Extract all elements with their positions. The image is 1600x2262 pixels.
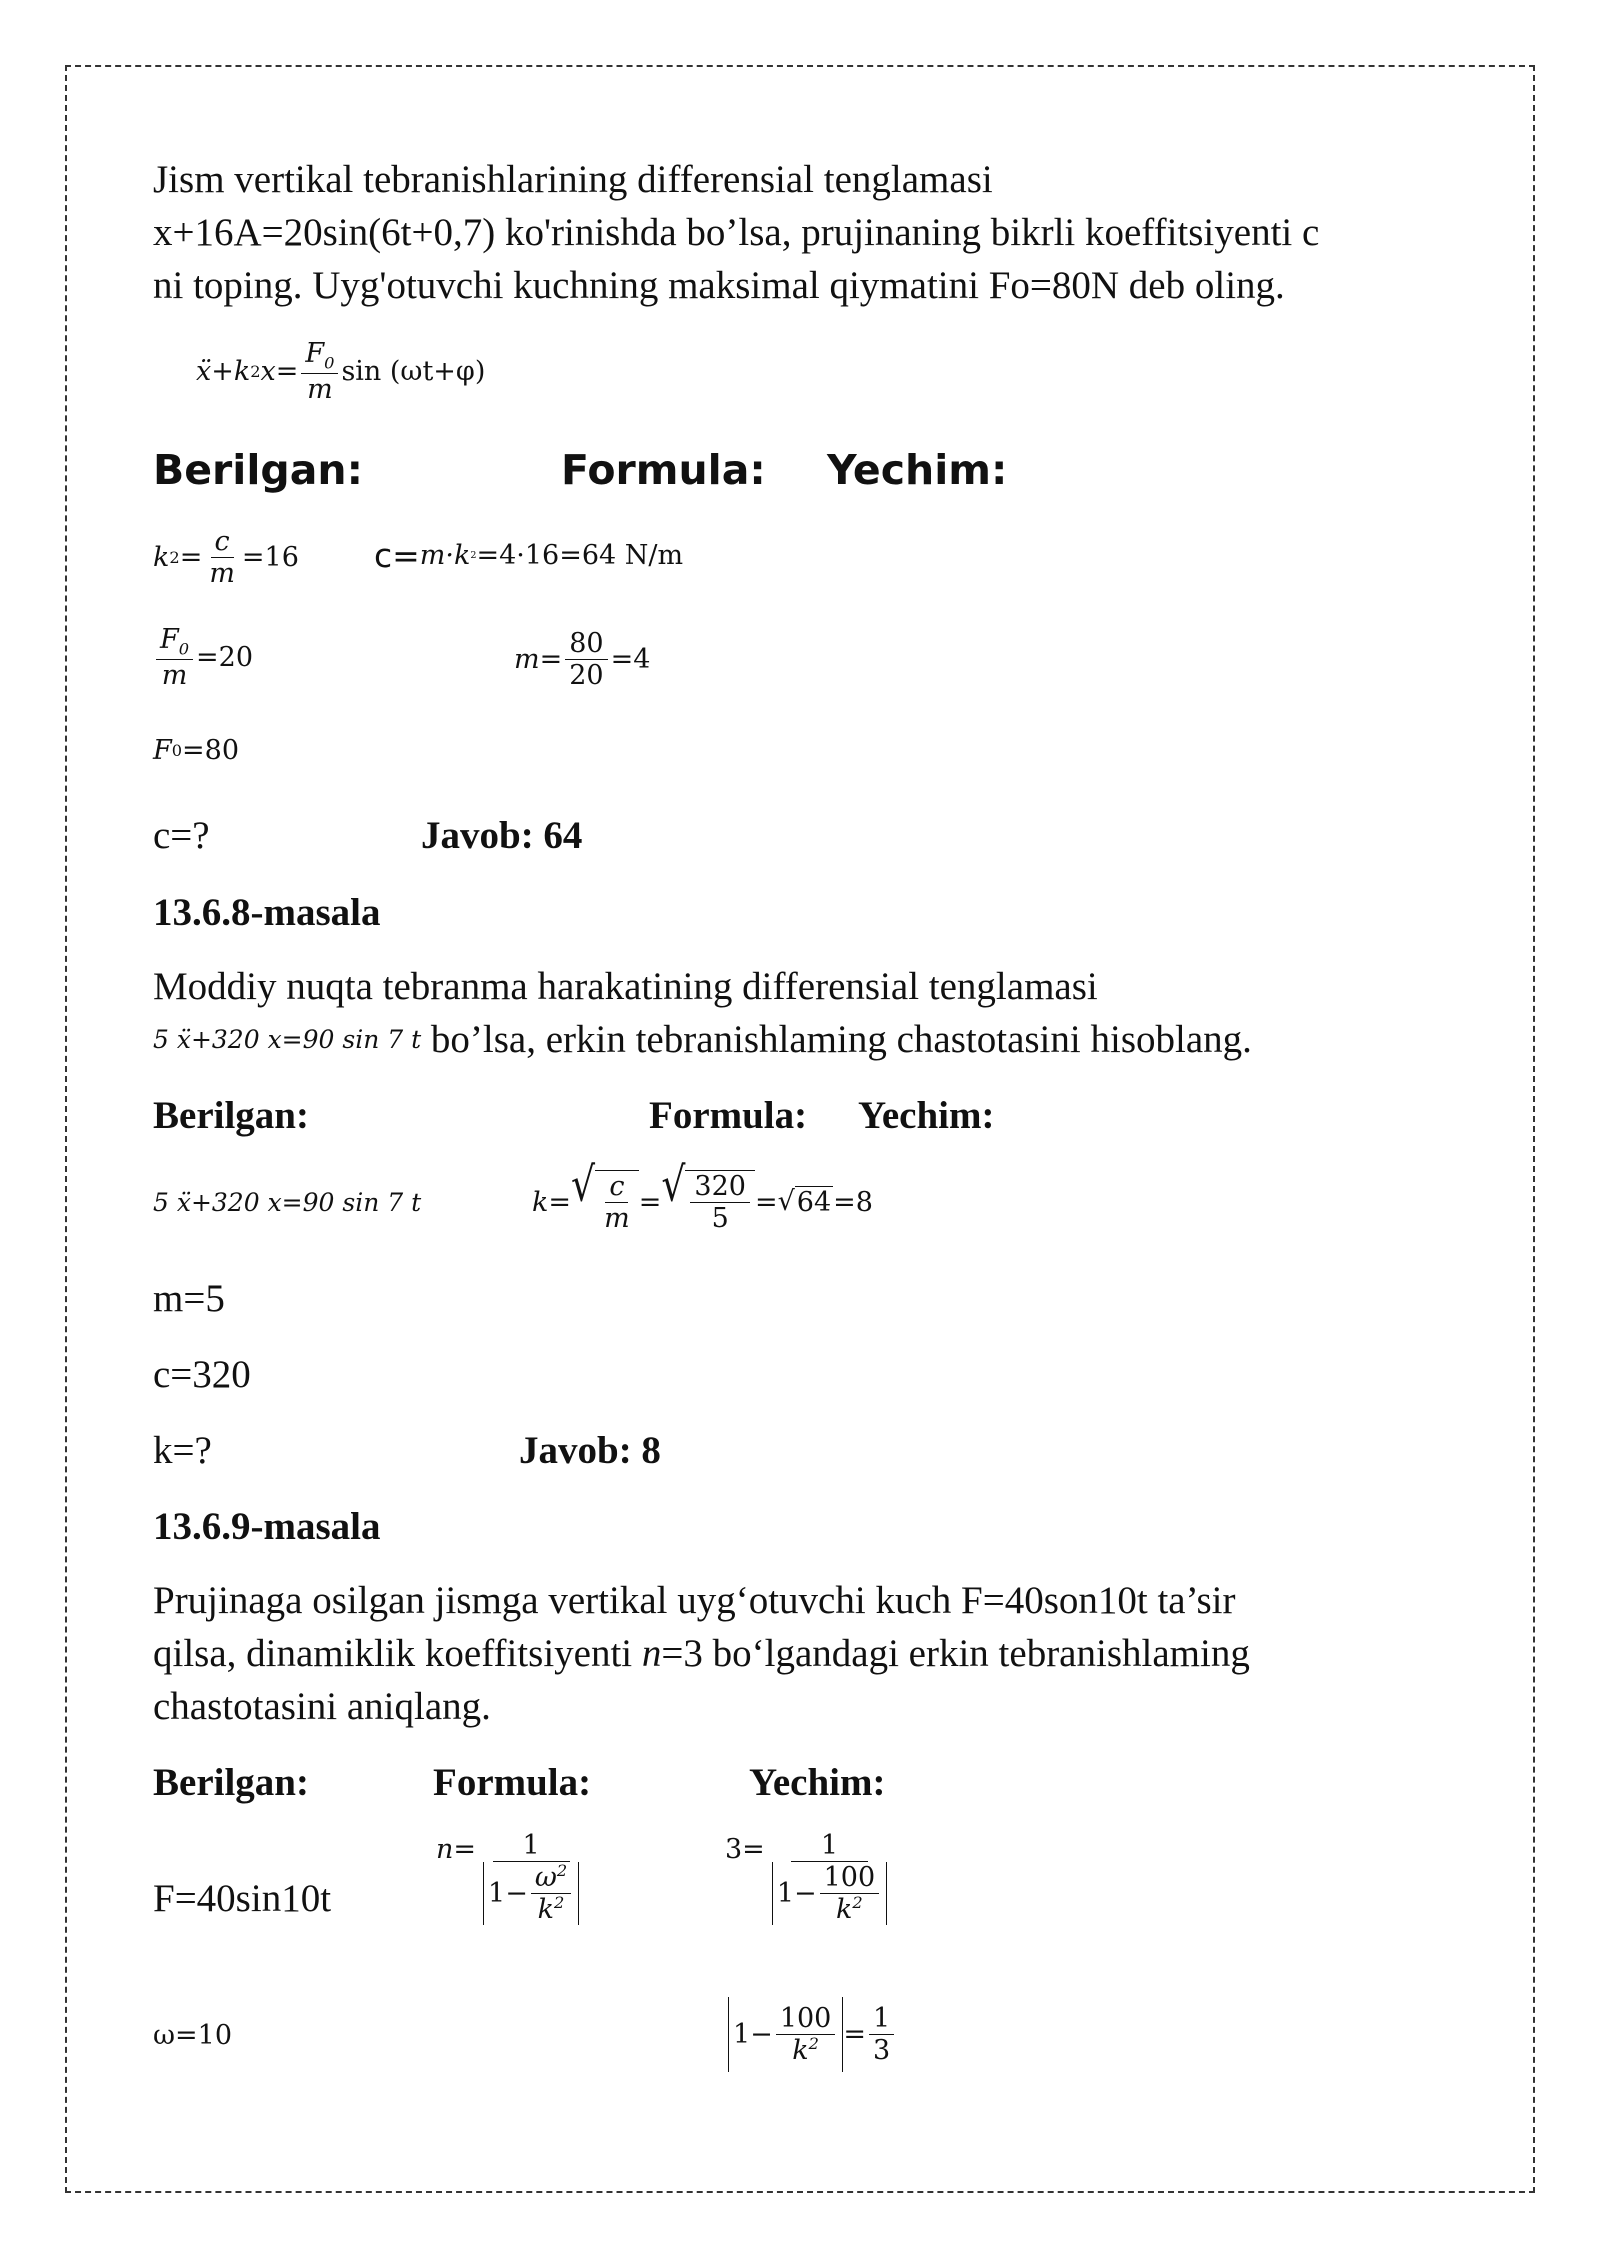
- k-lhs: k=: [532, 1186, 571, 1218]
- k-eq2: =: [754, 1186, 778, 1218]
- sol2-lhs: m=: [514, 644, 563, 676]
- problem3-title: 13.6.9-masala: [153, 1505, 381, 1548]
- given-equation-2: 5 ẍ+320 x=90 sin 7 t: [153, 1188, 422, 1217]
- general-equation: [196, 338, 485, 405]
- problem3-line2: [153, 1627, 1250, 1680]
- heading-formula-2: Formula:: [649, 1094, 808, 1137]
- given-f0-over-m: [153, 624, 253, 691]
- problem3-line2n: n: [641, 1632, 662, 1675]
- s1-num: 1: [791, 1830, 868, 1862]
- f1-eq: =: [179, 542, 203, 574]
- heading-solution-2: Yechim:: [858, 1094, 995, 1137]
- heading-given-2: Berilgan:: [153, 1094, 309, 1137]
- unknown-k: k=?: [153, 1429, 212, 1472]
- eq-x: x=: [260, 356, 299, 388]
- s2-num: 1: [869, 2003, 894, 2035]
- f1-sq: 2: [169, 548, 180, 568]
- solution-step2: [728, 1997, 897, 2072]
- s2-eq: =: [843, 2019, 866, 2051]
- given-F: F=40sin10t: [153, 1877, 332, 1920]
- heading-solution-3: Yechim:: [749, 1761, 886, 1804]
- f3-val: =80: [182, 735, 240, 766]
- sol1-expr-a: m·k: [419, 540, 471, 571]
- solution-m: [514, 628, 650, 691]
- f3-sub: 0: [171, 741, 183, 760]
- n-lhs: n=: [436, 1834, 477, 1865]
- n-num: 1: [493, 1830, 570, 1862]
- problem3-line3: chastotasini aniqlang.: [153, 1685, 491, 1728]
- problem1-line3: ni toping. Uyg'otuvchi kuchning maksimal qiymatini Fo=80N deb oling.: [153, 264, 1285, 307]
- heading-formula-1: Formula:: [561, 446, 766, 494]
- s2-one: 1−: [733, 2019, 773, 2051]
- formula-k: k= √ $\frac{c}{m}$ = √ $\frac{320}{5}$ = √ 64 =8: [532, 1156, 873, 1235]
- unknown-c: c=?: [153, 814, 210, 857]
- heading-formula-3: Formula:: [433, 1761, 592, 1804]
- solution-step1: [725, 1830, 894, 1925]
- sol2-den: 20: [569, 660, 604, 692]
- sol2-num: 80: [565, 628, 607, 660]
- f2-num: F: [160, 624, 179, 655]
- given-k-squared: [153, 526, 299, 589]
- sol1-c: c=: [374, 536, 420, 575]
- n-inner-den: k: [537, 1894, 555, 1926]
- heading-given-3: Berilgan:: [153, 1761, 309, 1804]
- k-root: 64: [796, 1187, 832, 1219]
- f1-den: m: [209, 558, 235, 590]
- n-one: 1−: [488, 1878, 528, 1910]
- eq-rest: sin (ωt+φ): [341, 356, 486, 388]
- s1-lhs: 3=: [725, 1834, 765, 1865]
- problem2-title: 13.6.8-masala: [153, 891, 381, 934]
- k-val: =8: [833, 1186, 873, 1218]
- given-f0: [153, 735, 239, 766]
- given-c: c=320: [153, 1353, 251, 1396]
- k-eq: =: [638, 1186, 662, 1218]
- f1-num: c: [211, 526, 234, 558]
- s1-inner-num: 100: [820, 1862, 880, 1894]
- sol1-sq: 2: [470, 550, 477, 561]
- s1-inner-den: k: [836, 1894, 853, 1926]
- s2-inner-den: k: [792, 2035, 809, 2067]
- s2-den: 3: [872, 2035, 891, 2067]
- k-den2: 5: [711, 1203, 729, 1235]
- problem2-line1: Moddiy nuqta tebranma harakatining differensial tenglamasi: [153, 965, 1098, 1008]
- n-inner-den-sq: 2: [554, 1893, 565, 1913]
- problem2-line2: [153, 1013, 1252, 1066]
- heading-given-1: Berilgan:: [153, 446, 363, 494]
- given-omega: ω=10: [153, 2020, 232, 2051]
- s1-one: 1−: [776, 1878, 817, 1910]
- k-num1: c: [605, 1171, 628, 1203]
- f2-den: m: [161, 660, 188, 692]
- eq-den: m: [307, 374, 333, 406]
- heading-solution-1: Yechim:: [827, 446, 1008, 494]
- eq-left: ẍ+k: [196, 356, 251, 388]
- k-den1: m: [604, 1203, 630, 1235]
- n-inner-num-sq: 2: [556, 1861, 568, 1881]
- f3-lhs: F: [153, 735, 172, 766]
- f2-num-sub: 0: [178, 639, 190, 659]
- f1-lhs: k: [153, 542, 170, 574]
- s1-inner-den-sq: 2: [852, 1893, 863, 1913]
- eq-square: 2: [250, 362, 261, 382]
- s2-inner-den-sq: 2: [808, 2034, 819, 2054]
- problem1-line1: Jism vertikal tebranishlarining differensial tenglamasi: [153, 158, 993, 201]
- problem3-line2a: qilsa, dinamiklik koeffitsiyenti: [153, 1632, 642, 1675]
- problem3-line1: Prujinaga osilgan jismga vertikal uyg‘otuvchi kuch F=40son10t ta’sir: [153, 1579, 1236, 1622]
- solution-c: [374, 536, 683, 575]
- n-inner-num: ω: [534, 1862, 557, 1894]
- problem2-inline-eq: 5 ẍ+320 x=90 sin 7 t: [153, 1025, 422, 1054]
- problem3-line2b: =3 bo‘lgandagi erkin tebranishlaming: [661, 1632, 1250, 1675]
- s2-inner-num: 100: [776, 2003, 836, 2035]
- k-num2: 320: [690, 1171, 750, 1203]
- given-m: m=5: [153, 1277, 225, 1320]
- problem2-line2-rest: bo’lsa, erkin tebranishlaming chastotasini hisoblang.: [421, 1018, 1252, 1061]
- sol2-val: =4: [610, 644, 651, 676]
- answer-2: Javob: 8: [519, 1429, 661, 1472]
- sol1-expr-b: =4·16=64 N/m: [476, 540, 684, 571]
- formula-n: [436, 1830, 586, 1925]
- f1-val: =16: [241, 542, 299, 574]
- eq-num-sub: 0: [324, 353, 335, 373]
- answer-1: Javob: 64: [421, 814, 583, 857]
- problem1-line2: x+16A=20sin(6t+0,7) ko'rinishda bo’lsa, prujinaning bikrli koeffitsiyenti c: [153, 211, 1320, 254]
- f2-val: =20: [196, 642, 254, 674]
- eq-fraction: [301, 338, 338, 405]
- eq-num: F: [305, 338, 325, 369]
